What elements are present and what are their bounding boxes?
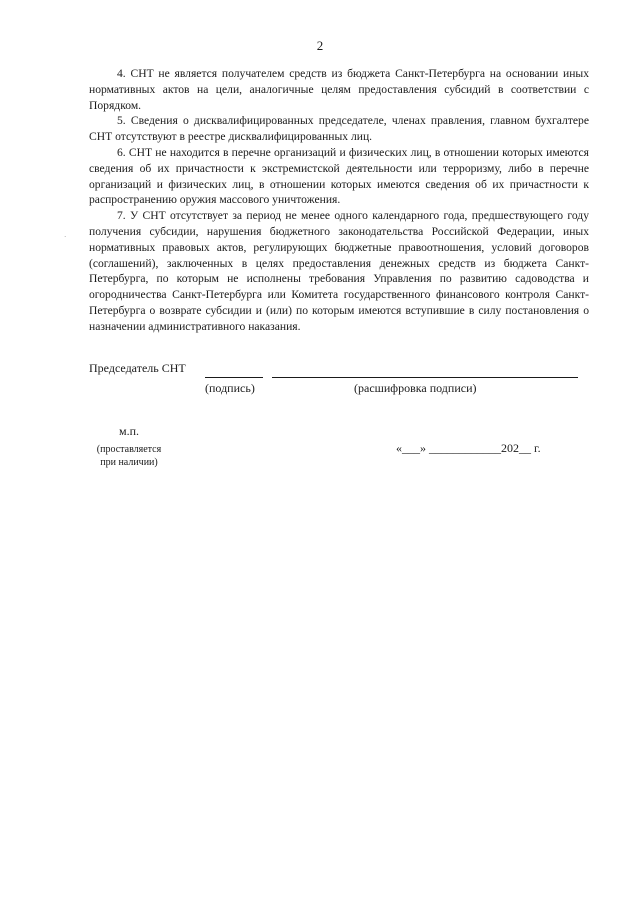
paragraph-5: 5. Сведения о дисквалифицированных председателе, членах правления, главном бухгалтере СНТ отсутствуют в реестре дисквалифицированных лиц. — [89, 114, 589, 144]
chairman-label: Председатель СНТ — [89, 361, 186, 375]
stamp-label: м.п. — [118, 424, 139, 438]
signature-line — [205, 377, 263, 378]
paragraph-6: 6. СНТ не находится в перечне организаций и физических лиц, в отношении которых имеются сведения об их причастности к экстремистской деятельности или терроризму, либо в перечне организаций и физических лиц, в отношении которых имеются сведения об их причастности к распространению оружия массового уничтожения. — [89, 145, 589, 207]
signature-decode-caption: (расшифровка подписи) — [354, 381, 477, 395]
paragraph-7: 7. У СНТ отсутствует за период не менее одного календарного года, предшествующего году получения субсидии, нарушения бюджетного законодательства Российской Федерации, иных нормативных правовых актов, регулирующих бюджетные правоотношения, условий договоров (соглашений), заключенных в целях предоставления денежных средств из бюджета Санкт-Петербурга, по которым не исполнены требования Управления по развитию садоводства и огородничества Санкт-Петербурга или Комитета государственного финансового контроля Санкт-Петербурга о возврате субсидии и (или) по которым имеются вступившие в силу постановления о назначении административного наказания. — [89, 209, 589, 333]
date-line: «___» ____________202__ г. — [396, 441, 541, 455]
page-number: 2 — [316, 38, 324, 53]
margin-mark: · — [64, 233, 67, 241]
signature-caption: (подпись) — [205, 381, 255, 395]
paragraph-4: 4. СНТ не является получателем средств из бюджета Санкт-Петербурга на основании иных нормативных актов на цели, аналогичные целям предоставления субсидий в соответствии с Порядком. — [89, 67, 589, 112]
signature-decode-line — [272, 377, 578, 378]
document-body — [89, 66, 589, 335]
stamp-note: (проставляется при наличии) — [96, 444, 162, 468]
stamp-block — [89, 424, 179, 439]
signature-block — [89, 361, 589, 401]
